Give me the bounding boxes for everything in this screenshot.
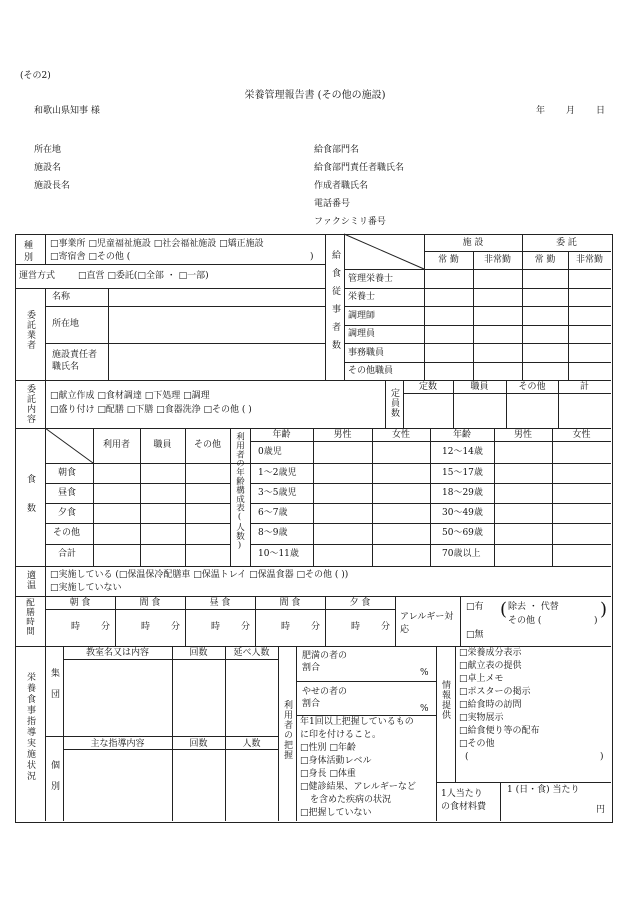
info-item-table-memo[interactable]: □卓上メモ xyxy=(459,674,504,684)
date-day-label: 日 xyxy=(596,106,606,116)
meals-col-staff: 職員 xyxy=(153,440,172,450)
staff-role-nutritionist: 栄養士 xyxy=(348,292,376,302)
age-row-11: 70歳以上 xyxy=(442,549,481,559)
allergy-label: アレルギー対応 xyxy=(400,612,454,635)
staff-role-other: その他職員 xyxy=(348,366,394,376)
contract-options-line1[interactable]: □献立作成 □食材調達 □下処理 □調理 xyxy=(50,391,210,401)
capacity-col-other: その他 xyxy=(518,382,546,392)
staff-group-contract: 委 託 xyxy=(556,238,577,248)
meals-header-diagonal xyxy=(45,428,93,463)
field-facility-name: 施設名 xyxy=(34,163,62,173)
field-dept-head: 給食部門責任者職氏名 xyxy=(314,163,405,173)
group-col-count: 回数 xyxy=(189,648,208,658)
grasp-label: 利用者の把握 xyxy=(282,700,292,760)
date-month-label: 月 xyxy=(566,106,576,116)
allergy-options-line2[interactable]: その他 ( xyxy=(508,616,542,626)
operation-options[interactable]: □直営 □委託(□全部 ・ □一部) xyxy=(78,271,209,281)
age-row-8: 18〜29歳 xyxy=(442,488,483,498)
meals-row-lunch: 昼食 xyxy=(58,488,77,498)
age-row-2: 3〜5歳児 xyxy=(258,488,297,498)
allergy-yes[interactable]: □有 xyxy=(466,602,484,612)
age-row-6: 12〜14歳 xyxy=(442,447,483,457)
info-item-nutrition-label[interactable]: □栄養成分表示 xyxy=(459,648,522,658)
meals-label: 食数 xyxy=(25,474,35,532)
food-cost-unit-label: 1 (日・食) 当たり xyxy=(507,785,580,795)
age-row-4: 8〜9歳 xyxy=(258,528,288,538)
group-col-people: 延べ人数 xyxy=(233,648,270,658)
allergy-brace-open: ( xyxy=(500,599,508,620)
dinner-minute: 分 xyxy=(381,622,391,632)
dinner-hour: 時 xyxy=(351,622,361,632)
snack1-minute: 分 xyxy=(171,622,181,632)
serving-snack2-label: 間 食 xyxy=(279,598,301,608)
age-row-0: 0歳児 xyxy=(258,447,282,457)
lunch-minute: 分 xyxy=(241,622,251,632)
contractor-label: 委託業者 xyxy=(25,310,35,350)
serving-lunch-label: 昼 食 xyxy=(209,598,231,608)
staff-col-fac-full: 常 勤 xyxy=(438,255,459,265)
info-item-visit[interactable]: □給食時の訪問 xyxy=(459,700,522,710)
serving-time-label: 配膳時間 xyxy=(24,598,35,636)
page-number: (その2) xyxy=(20,71,51,81)
staff-role-clerk: 事務職員 xyxy=(348,348,385,358)
temperature-line2[interactable]: □実施していない xyxy=(50,583,122,593)
allergy-options-line1[interactable]: 除去 ・ 代替 xyxy=(508,602,559,612)
food-cost-label-1: 1人当たり xyxy=(441,789,483,799)
capacity-col-staff: 職員 xyxy=(470,382,489,392)
grasp-item-health-check-cont: を含めた疾病の状況 xyxy=(310,795,392,805)
serving-breakfast-label: 朝 食 xyxy=(69,598,91,608)
info-item-other[interactable]: □その他 xyxy=(459,739,495,749)
contractor-row-manager: 施設責任者職氏名 xyxy=(52,350,98,372)
staff-group-facility: 施 設 xyxy=(462,238,484,248)
staff-col-con-full: 常 勤 xyxy=(534,255,556,265)
age-row-1: 1〜2歳児 xyxy=(258,468,297,478)
guidance-group-label: 集団 xyxy=(49,668,59,710)
staff-col-con-part: 非常勤 xyxy=(575,255,603,265)
snack1-hour: 時 xyxy=(141,622,151,632)
capacity-col-total: 計 xyxy=(579,382,589,392)
temperature-label: 適温 xyxy=(25,570,35,590)
grasp-instruction-1: 年1回以上把握しているもの xyxy=(300,717,414,727)
age-col-right: 年齢 xyxy=(452,430,471,440)
serving-dinner-label: 夕 食 xyxy=(349,598,371,608)
thin-percent: % xyxy=(420,704,429,714)
field-dept-name: 給食部門名 xyxy=(314,145,360,155)
staff-role-chef: 調理師 xyxy=(348,311,376,321)
field-address: 所在地 xyxy=(34,145,62,155)
info-item-newsletter[interactable]: □給食便り等の配布 xyxy=(459,726,540,736)
female-col-right: 女性 xyxy=(572,430,591,440)
thin-ratio-label: やせの者の割合 xyxy=(302,687,348,709)
lunch-hour: 時 xyxy=(211,622,221,632)
field-author: 作成者職氏名 xyxy=(314,181,369,191)
contract-options-line2[interactable]: □盛り付け □配膳 □下膳 □食器洗浄 □その他 ( ) xyxy=(50,405,252,415)
grasp-instruction-2: に印を付けること。 xyxy=(300,730,382,740)
individual-col-people: 人数 xyxy=(242,739,261,749)
contractor-row-name: 名称 xyxy=(52,292,71,302)
male-col-right: 男性 xyxy=(513,430,532,440)
info-item-display[interactable]: □実物展示 xyxy=(459,713,504,723)
capacity-label: 定員数 xyxy=(389,388,399,418)
meals-row-breakfast: 朝食 xyxy=(58,468,77,478)
info-provision-label: 情報提供 xyxy=(440,680,450,720)
age-row-5: 10〜11歳 xyxy=(258,549,299,559)
grasp-item-activity[interactable]: □身体活動レベル xyxy=(300,756,372,766)
kind-options-line2[interactable]: □寄宿舎 □その他 ( xyxy=(50,252,131,262)
snack2-hour: 時 xyxy=(281,622,291,632)
meals-col-users: 利用者 xyxy=(102,440,130,450)
guidance-label: 栄養食事指導実施状況 xyxy=(25,672,35,782)
group-col-class: 教室名又は内容 xyxy=(85,648,149,658)
individual-col-content: 主な指導内容 xyxy=(90,739,145,749)
obese-percent: % xyxy=(420,668,429,678)
kind-label: 種別 xyxy=(24,241,34,263)
grasp-item-none[interactable]: □把握していない xyxy=(300,808,372,818)
breakfast-minute: 分 xyxy=(101,622,111,632)
kind-options-line1[interactable]: □事業所 □児童福祉施設 □社会福祉施設 □矯正施設 xyxy=(50,239,264,249)
info-item-poster[interactable]: □ポスターの掲示 xyxy=(459,687,531,697)
female-col-left: 女性 xyxy=(391,430,410,440)
kind-options-line2-end: ) xyxy=(310,252,314,262)
staff-header-diagonal xyxy=(344,234,424,269)
contractor-row-address: 所在地 xyxy=(52,319,80,329)
staff-role-dietitian: 管理栄養士 xyxy=(348,274,394,284)
meals-col-other: その他 xyxy=(193,440,221,450)
allergy-options-line2-end: ) xyxy=(594,616,598,626)
allergy-brace-close: ) xyxy=(600,599,608,620)
staff-col-fac-part: 非常勤 xyxy=(483,255,511,265)
individual-col-count: 回数 xyxy=(189,739,208,749)
age-row-7: 15〜17歳 xyxy=(442,468,483,478)
obese-ratio-label: 肥満の者の割合 xyxy=(302,651,348,673)
grasp-item-health-check[interactable]: □健診結果、アレルギーなど xyxy=(300,782,416,792)
operation-label: 運営方式 xyxy=(19,271,56,281)
allergy-no[interactable]: □無 xyxy=(466,630,484,640)
staff-label: 給食従事者数 xyxy=(330,250,340,358)
contract-content-label: 委託内容 xyxy=(25,384,35,424)
guidance-individual-label: 個別 xyxy=(49,760,59,802)
breakfast-hour: 時 xyxy=(71,622,81,632)
info-item-menu[interactable]: □献立表の提供 xyxy=(459,661,522,671)
field-director-name: 施設長名 xyxy=(34,181,71,191)
temperature-line1[interactable]: □実施している (□保温保冷配膳車 □保温トレイ □保温食器 □その他 ( )) xyxy=(50,570,349,580)
field-phone: 電話番号 xyxy=(314,199,351,209)
snack2-minute: 分 xyxy=(311,622,321,632)
capacity-col-fixed: 定数 xyxy=(418,382,437,392)
meals-row-other: その他 xyxy=(53,528,81,538)
food-cost-label-2: の食材料費 xyxy=(441,802,487,812)
serving-snack1-label: 間 食 xyxy=(139,598,161,608)
page-title: 栄養管理報告書 (その他の施設) xyxy=(244,90,386,101)
date-year-label: 年 xyxy=(536,106,546,116)
info-item-other-close: ) xyxy=(600,752,604,762)
addressee: 和歌山県知事 様 xyxy=(34,106,100,116)
age-table-label: 利用者の年齢構成表(人数) xyxy=(234,432,245,551)
age-col-left: 年齢 xyxy=(272,430,291,440)
grasp-item-height-weight[interactable]: □身長 □体重 xyxy=(300,769,356,779)
age-row-10: 50〜69歳 xyxy=(442,528,483,538)
age-row-9: 30〜49歳 xyxy=(442,508,483,518)
meals-row-total: 合計 xyxy=(58,549,77,559)
field-fax: ファクシミリ番号 xyxy=(314,217,386,227)
food-cost-yen: 円 xyxy=(596,805,606,815)
age-row-3: 6〜7歳 xyxy=(258,508,288,518)
meals-row-dinner: 夕食 xyxy=(58,508,77,518)
info-item-other-open: ( xyxy=(465,752,469,762)
staff-role-cook: 調理員 xyxy=(348,329,376,339)
grasp-item-sex-age[interactable]: □性別 □年齢 xyxy=(300,743,356,753)
male-col-left: 男性 xyxy=(333,430,352,440)
